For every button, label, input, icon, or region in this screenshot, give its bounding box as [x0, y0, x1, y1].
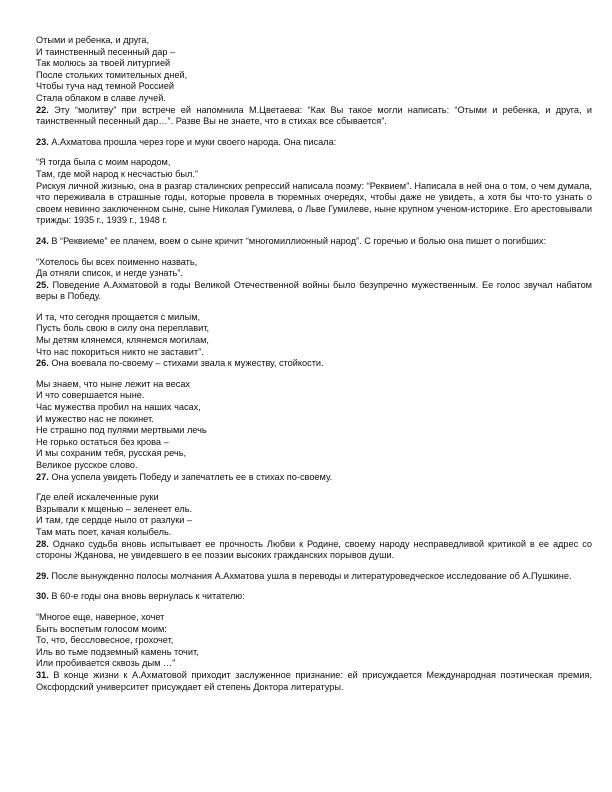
verse-line: Час мужества пробил на наших часах, — [36, 402, 201, 413]
verse-line: Чтобы туча над темной Россией — [36, 81, 175, 92]
paragraph-number: 29. — [36, 570, 49, 581]
spacer — [36, 603, 592, 612]
verse-line: Великое русское слово. — [36, 460, 138, 470]
verse-block — [36, 312, 592, 358]
verse-line: Там мать поет, качая колыбель. — [36, 526, 172, 537]
verse-line: Так молюсь за твоей литургией — [36, 58, 171, 69]
paragraph-text: Она воевала по-своему – стихами звала к мужеству, стойкости. — [51, 358, 324, 369]
paragraph — [36, 472, 592, 484]
paragraph-number: 23. — [36, 136, 49, 147]
verse-line: Не горько остаться без крова – — [36, 436, 169, 447]
spacer — [36, 303, 592, 312]
paragraph-text: В конце жизни к А.Ахматовой приходит заслуженное признание: ей присуждается Международная поэтическая премия, Оксфордский университет присуждает ей степень Доктора литературы. — [36, 669, 592, 692]
paragraph — [36, 670, 592, 693]
verse-line: Пусть боль свою в силу она переплавит, — [36, 323, 210, 334]
verse-line: И та, что сегодня прощается с милым, — [36, 311, 201, 322]
verse-line: Мы знаем, что ныне лежит на весах — [36, 378, 191, 389]
paragraph — [36, 571, 592, 583]
paragraph-number: 31. — [36, 669, 49, 680]
paragraph — [36, 280, 592, 303]
paragraph-text: В 60-е годы она вновь вернулась к читателю: — [51, 591, 245, 602]
verse-line: Стала облаком в славе лучей. — [36, 92, 166, 103]
paragraph — [36, 236, 592, 248]
spacer — [36, 248, 592, 257]
paragraph-text: Рискуя личной жизнью, она в разгар сталинских репрессий написала поэму: “Реквием”. Написала в ней она о том, о чем думала, что переживала в страшные годы, которые провела в тюремных очередях, чтобы даже не увидеть, а хотя бы что-то узнать о своем невинно заключенном сыне, сыне Николая Гумилева, о Льве Гумилеве, ныне крупном ученом-историке. Его арестовывали трижды: 1935 г., 1939 г., 1948 г. — [36, 180, 592, 226]
paragraph-text: А.Ахматова прошла через горе и муки своего народа. Она писала: — [51, 136, 337, 147]
spacer — [36, 562, 592, 571]
spacer — [36, 128, 592, 137]
spacer — [36, 227, 592, 236]
spacer — [36, 483, 592, 492]
spacer — [36, 582, 592, 591]
verse-line: Где елей искалеченные руки — [36, 492, 159, 503]
verse-line: И что совершается ныне. — [36, 390, 145, 401]
paragraph — [36, 539, 592, 562]
paragraph-number: 26. — [36, 358, 49, 369]
paragraph — [36, 358, 592, 370]
verse-line: Что нас покориться никто не заставит”. — [36, 346, 204, 357]
verse-block — [36, 257, 592, 280]
paragraph-number: 28. — [36, 538, 49, 549]
verse-block — [36, 492, 592, 538]
verse-line: Не страшно под пулями мертвыми лечь — [36, 425, 207, 436]
verse-block — [36, 612, 592, 670]
verse-line: И мы сохраним тебя, русская речь, — [36, 448, 187, 459]
document-page — [36, 35, 592, 693]
verse-block — [36, 379, 592, 472]
paragraph-text: Она успела увидеть Победу и запечатлеть ее в стихах по-своему. — [51, 471, 333, 482]
verse-line: “Хотелось бы всех поименно назвать, — [36, 256, 198, 267]
paragraph-number: 30. — [36, 591, 49, 602]
paragraph-number: 27. — [36, 471, 49, 482]
verse-line: И мужество нас не покинет. — [36, 413, 154, 424]
paragraph — [36, 105, 592, 128]
paragraph-text: После вынужденно полосы молчания А.Ахматова ушла в переводы и литературоведческое исследование об А.Пушкине. — [51, 570, 572, 581]
verse-line: То, что, бессловесное, грохочет, — [36, 635, 174, 646]
verse-line: После стольких томительных дней, — [36, 69, 188, 80]
paragraph-text: Однако судьба вновь испытывает ее прочность Любви к Родине, своему народу несправедливой критикой в ее адрес со стороны Жданова, не увидевшего в ее поэзии высоких гражданских порывов души. — [36, 538, 592, 561]
paragraph-text: Эту “молитву” при встрече ей напомнила М.Цветаева: “Как Вы такое могли написать: “Отыми и ребенка, и друга, и таинственный песенный дар…”. Разве Вы не знаете, что в стихах все сбывается”. — [36, 104, 592, 127]
verse-line: Иль во тьме подземный камень точит, — [36, 646, 199, 657]
verse-block — [36, 35, 592, 105]
spacer — [36, 148, 592, 157]
paragraph — [36, 591, 592, 603]
paragraph — [36, 181, 592, 227]
verse-line: “Многое еще, наверное, хочет — [36, 611, 165, 622]
paragraph-text: В “Реквиеме” ее плачем, воем о сыне кричит “многомиллионный народ”. С горечью и болью она пишет о погибших: — [51, 235, 547, 246]
paragraph-number: 22. — [36, 104, 49, 115]
verse-line: И таинственный песенный дар – — [36, 46, 176, 57]
paragraph-text: Поведение А.Ахматовой в годы Великой Отечественной войны было безупречно мужественным. Ее голос звучал набатом веры в Победу. — [36, 279, 592, 302]
verse-line: Быть воспетым голосом моим: — [36, 623, 167, 634]
verse-line: Да отняли список, и негде узнать”. — [36, 268, 183, 279]
verse-line: “Я тогда была с моим народом, — [36, 157, 171, 168]
verse-line: И там, где сердце ныло от разлуки – — [36, 515, 193, 526]
verse-line: Отыми и ребенка, и друга, — [36, 35, 149, 45]
paragraph — [36, 137, 592, 149]
paragraph-number: 24. — [36, 235, 49, 246]
spacer — [36, 370, 592, 379]
paragraph-number: 25. — [36, 279, 49, 290]
verse-line: Взрывали к мщенью – зеленеет ель. — [36, 503, 193, 514]
verse-line: Или пробивается сквозь дым …” — [36, 658, 176, 669]
verse-line: Там, где мой народ к несчастью был.” — [36, 168, 198, 179]
verse-line: Мы детям клянемся, клянемся могилам, — [36, 335, 209, 346]
verse-block — [36, 157, 592, 180]
